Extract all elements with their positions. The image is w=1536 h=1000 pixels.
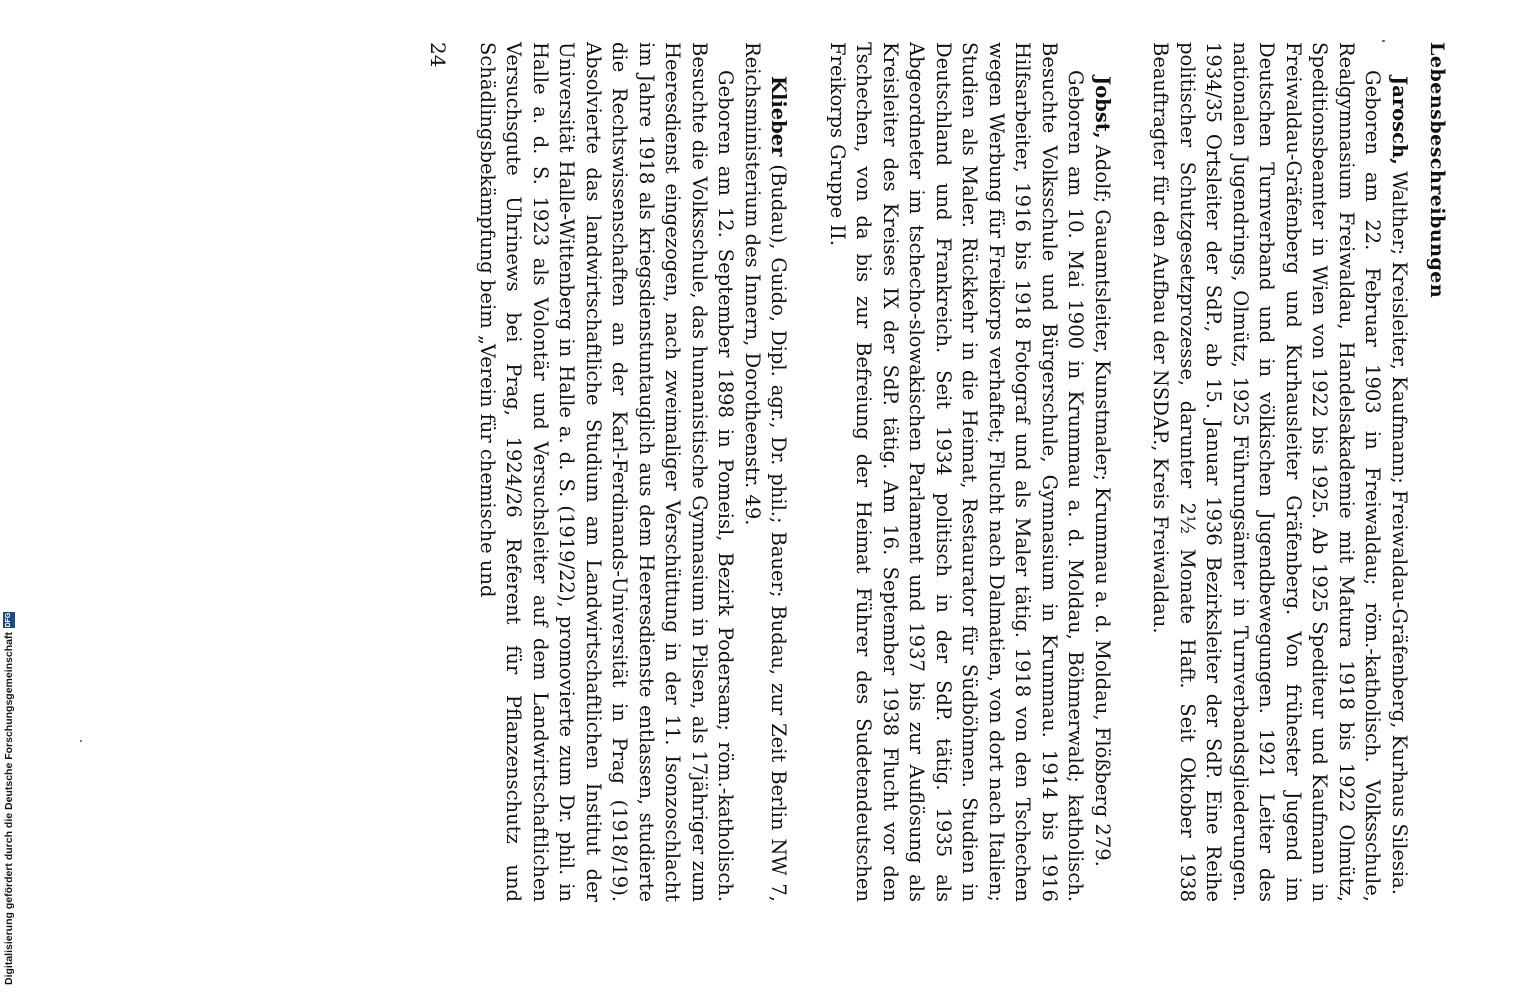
entry-body: Geboren am 12. September 1898 in Pomeisl, Bezirk Podersam; röm.-katholisch. Besuchte die Volksschule, das humanistische Gymnasium in Pilsen, als 17jähriger zum Heeresdienst eingezogen, nach zweimaliger Verschüttung in der 11. Isonzoschlacht im Jahre 1918 als kriegsdienstuntauglich aus dem Heeresdienste entlassen, studierte die Rechtswissenschaften an der Karl-Ferdinands-Universität in Prag (1918/19). Absolvierte das landwirtschaftliche Studium am Landwirtschaftlichen Institut der Universität Halle-Wittenberg in Halle a. d. S. (1919/22), promovierte zum Dr. phil. in Halle a. d. S. 1923 als Volontär und Versuchsleiter auf dem Landwirtschaftlichen Versuchsgute Uhrinews bei Prag, 1924/26 Referent für Pflanzenschutz und Schädlingsbekämpfung beim „Verein für chemische und xyxy=(476,42,738,902)
entry-body: Geboren am 22. Februar 1903 in Freiwaldau; röm.-katholisch. Volksschule, Realgymnasium Freiwaldau, Handelsakademie mit Matura 1918 bis 1922 Olmütz, Speditionsbeamter in Wien von 1922 bis 1925. Ab 1925 Spediteur und Kaufmann in Freiwaldau-Gräfenberg und Kurhausleiter Gräfenberg. Von frühester Jugend im Deutschen Turnverband und in völkischen Jugendbewegungen. 1921 Leiter des nationalen Jugendrings, Olmütz, 1925 Führungsämter in Turnverbandsgliederungen. 1934/35 Ortsleiter der SdP., ab 15. Januar 1936 Bezirksleiter der SdP. Eine Reihe politischer Schutzgesetzprozesse, darunter 2½ Monate Haft. Seit Oktober 1938 Beauftragter für den Aufbau der NSDAP., Kreis Freiwaldau. xyxy=(1149,42,1385,902)
entry-surname: Jarosch, xyxy=(1388,76,1411,165)
running-head: Lebensbeschreibungen xyxy=(1426,42,1448,299)
funding-notice xyxy=(2,595,16,985)
scan-speck xyxy=(1382,40,1385,42)
scan-speck xyxy=(80,740,82,742)
entry-heading xyxy=(1386,42,1413,902)
page-number: 24 xyxy=(426,42,450,68)
dfg-logo-icon: DFG xyxy=(3,612,15,628)
entry-heading xyxy=(739,42,792,902)
entry-surname: Klieber xyxy=(767,76,791,157)
rotated-document-page xyxy=(140,42,1460,902)
entry-heading xyxy=(1089,42,1116,902)
biography-entry-jarosch xyxy=(1147,42,1412,902)
entry-body: Geboren am 10. Mai 1900 in Krummau a. d. Moldau, Böhmerwald; katholisch. Besuchte Volksschule und Bürgerschule, Gymnasium in Krummau. 1914 bis 1916 Hilfsarbeiter, 1916 bis 1918 Fotograf und als Maler tätig. 1918 von den Tschechen wegen Werbung für Freikorps verhaftet; Flucht nach Dalmatien, von dort nach Italien; Studien als Maler. Rückkehr in die Heimat, Restaurator für Südböhmen. Studien in Deutschland und Frankreich. Seit 1934 politisch in der SdP. tätig. 1935 als Abgeordneter im tschecho-slowakischen Parlament und 1937 bis zur Auflösung als Kreisleiter des Kreises IX der SdP. tätig. Am 16. September 1938 Flucht vor den Tschechen, von da bis zur Befreiung der Heimat Führer des Sudetendeutschen Freikorps Gruppe II. xyxy=(826,42,1088,902)
entry-heading-text: (Budau), Guido, Dipl. agr., Dr. phil.; Bauer; Budau, zur Zeit Berlin NW 7, Reichsministerium des Innern, Dorotheenstr. 49. xyxy=(741,42,791,902)
entry-heading-text: Walther; Kreisleiter, Kaufmann; Freiwaldau-Gräfenberg, Kurhaus Silesia. xyxy=(1388,164,1411,895)
entry-heading-text: Adolf; Gauamtsleiter, Kunstmaler; Krummau a. d. Moldau, Flößberg 279. xyxy=(1091,138,1114,867)
biography-entry-klieber xyxy=(474,42,792,902)
funding-text: Digitalisierung gefördert durch die Deutsche Forschungsgemeinschaft xyxy=(3,632,15,985)
entry-surname: Jobst, xyxy=(1091,76,1114,139)
biography-entry-jobst xyxy=(824,42,1116,902)
biography-entries xyxy=(442,42,1413,902)
